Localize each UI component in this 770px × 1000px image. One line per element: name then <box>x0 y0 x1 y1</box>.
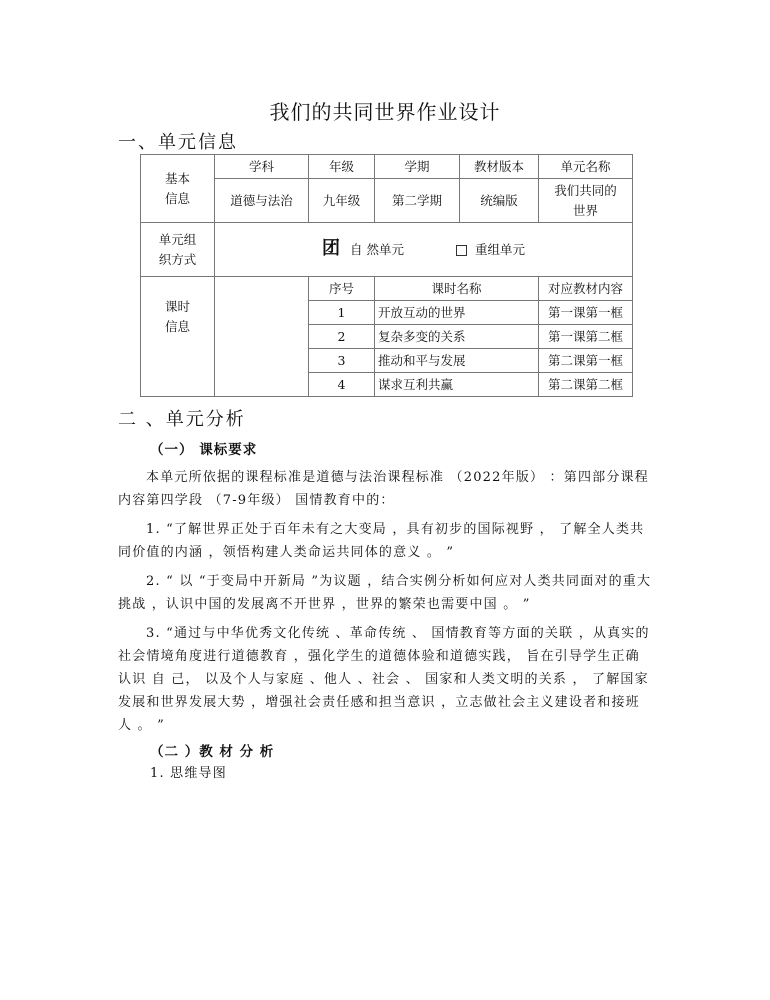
lesson-name: 推动和平与发展 <box>375 349 539 373</box>
paragraph-standard-2: 2. “ 以 “于变局中开新局 ”为议题 ，结合实例分析如何应对人类共同面对的重大挑战 ，认识中国的发展离不开世界 ，世界的繁荣也需要中国 。 ” <box>118 574 652 612</box>
header-edition: 教材版本 <box>460 155 539 179</box>
lesson-header-name: 课时名称 <box>375 277 539 301</box>
header-semester: 学期 <box>375 155 460 179</box>
lesson-info-label: 课时 信息 <box>141 277 215 397</box>
value-unit-name: 我们共同的 世界 <box>539 179 633 223</box>
value-edition: 统编版 <box>460 179 539 223</box>
lesson-content: 第一课第一框 <box>539 301 633 325</box>
header-subject: 学科 <box>215 155 309 179</box>
org-options <box>215 223 633 277</box>
lesson-no: 4 <box>309 373 375 397</box>
lesson-content: 第二课第二框 <box>539 373 633 397</box>
org-label: 单元组 织方式 <box>141 223 215 277</box>
lesson-content: 第一课第二框 <box>539 325 633 349</box>
basic-info-label: 基本 信息 <box>141 155 215 223</box>
page-title: 我们的共同世界作业设计 <box>269 100 501 124</box>
regroup-unit-label: 重组单元 <box>474 242 525 257</box>
lesson-no: 3 <box>309 349 375 373</box>
subheading-textbook: （二 ）教 材 分 析 <box>150 744 275 760</box>
lesson-no: 1 <box>309 301 375 325</box>
analysis-body <box>118 466 653 743</box>
paragraph-standard-1: 1. “了解世界正处于百年未有之大变局 ，具有初步的国际视野 ， 了解全人类共同价值的内涵 ，领悟构建人类命运共同体的意义 。 ” <box>118 522 645 560</box>
lesson-spacer <box>215 277 309 397</box>
lesson-header-content: 对应教材内容 <box>539 277 633 301</box>
lesson-name: 开放互动的世界 <box>375 301 539 325</box>
value-grade: 九年级 <box>309 179 375 223</box>
section-heading-unit-analysis: 二 、单元分析 <box>118 409 246 430</box>
paragraph-standard-3: 3. “通过与中华优秀文化传统 、革命传统 、 国情教育等方面的关联 ，从真实的社会情境角度进行道德教育 ，强化学生的道德体验和道德实践， 旨在引导学生正确认识 自 己， 以及个人与家庭 、他人 、社会 、 国家和人类文明的关系 ， 了解国家发展和世界发展大势 ，增强社会责任感和担当意识 ，立志做社会主义建设者和接班人 。 ” <box>118 626 650 733</box>
subheading-curriculum: （一） 课标要求 <box>150 442 258 458</box>
natural-unit-label: 自 然单元 <box>350 242 404 257</box>
paragraph-intro: 本单元所依据的课程标准是道德与法治课程标准 （2022年版） ：第四部分课程内容第四学段 （7-9年级） 国情教育中的： <box>118 470 649 508</box>
section-heading-unit-info: 一、单元信息 <box>118 132 238 153</box>
header-grade: 年级 <box>309 155 375 179</box>
header-unit-name: 单元名称 <box>539 155 633 179</box>
lesson-name: 谋求互利共赢 <box>375 373 539 397</box>
natural-unit-checkbox[interactable]: 团 <box>322 238 341 259</box>
lesson-no: 2 <box>309 325 375 349</box>
value-semester: 第二学期 <box>375 179 460 223</box>
mindmap-item: 1. 思维导图 <box>150 766 227 781</box>
unit-info-table <box>140 154 633 397</box>
lesson-name: 复杂多变的关系 <box>375 325 539 349</box>
lesson-content: 第二课第一框 <box>539 349 633 373</box>
regroup-unit-checkbox[interactable] <box>456 245 467 256</box>
value-subject: 道德与法治 <box>215 179 309 223</box>
lesson-header-no: 序号 <box>309 277 375 301</box>
